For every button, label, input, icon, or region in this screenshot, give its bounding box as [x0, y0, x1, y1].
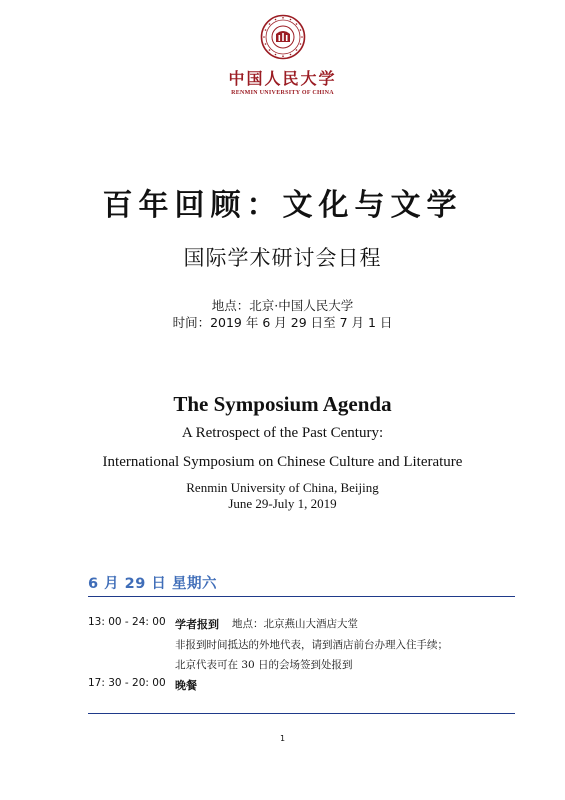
chinese-location: 地点：北京·中国人民大学 [211, 298, 354, 313]
english-title: The Symposium Agenda [173, 392, 392, 416]
agenda-item-note: 北京代表可在 30 日的会场签到处报到 [175, 659, 353, 671]
agenda-day-heading: 6 月 29 日 星期六 [88, 576, 217, 592]
chinese-time: 时间：2019 年 6 月 29 日至 7 月 1 日 [172, 315, 393, 330]
agenda-divider-top [88, 596, 515, 597]
university-name-cn: 中国人民大学 [228, 69, 337, 88]
university-logo [0, 14, 565, 96]
agenda-item-title: 学者报到 [175, 618, 219, 631]
agenda-item-title: 晚餐 [175, 679, 197, 692]
university-seal-icon [260, 14, 306, 60]
agenda-item-time: 17: 30 - 20: 00 [88, 677, 166, 689]
agenda-item-location: 地点：北京燕山大酒店大堂 [232, 618, 358, 630]
english-venue: Renmin University of China, Beijing [186, 480, 379, 495]
chinese-title: 百年回顾：文化与文学 [102, 188, 463, 223]
page-number: 1 [279, 734, 286, 743]
university-name-en: RENMIN UNIVERSITY OF CHINA [231, 90, 334, 96]
chinese-subtitle: 国际学术研讨会日程 [183, 246, 382, 270]
english-symposium-name: International Symposium on Chinese Culture and Literature [102, 454, 463, 470]
agenda-item-note: 非报到时间抵达的外地代表，请到酒店前台办理入住手续； [175, 639, 448, 651]
agenda-divider-bottom [88, 713, 515, 714]
english-subtitle-line: A Retrospect of the Past Century: [181, 425, 384, 441]
agenda-item-time: 13: 00 - 24: 00 [88, 616, 166, 628]
english-dates: June 29-July 1, 2019 [228, 496, 337, 511]
